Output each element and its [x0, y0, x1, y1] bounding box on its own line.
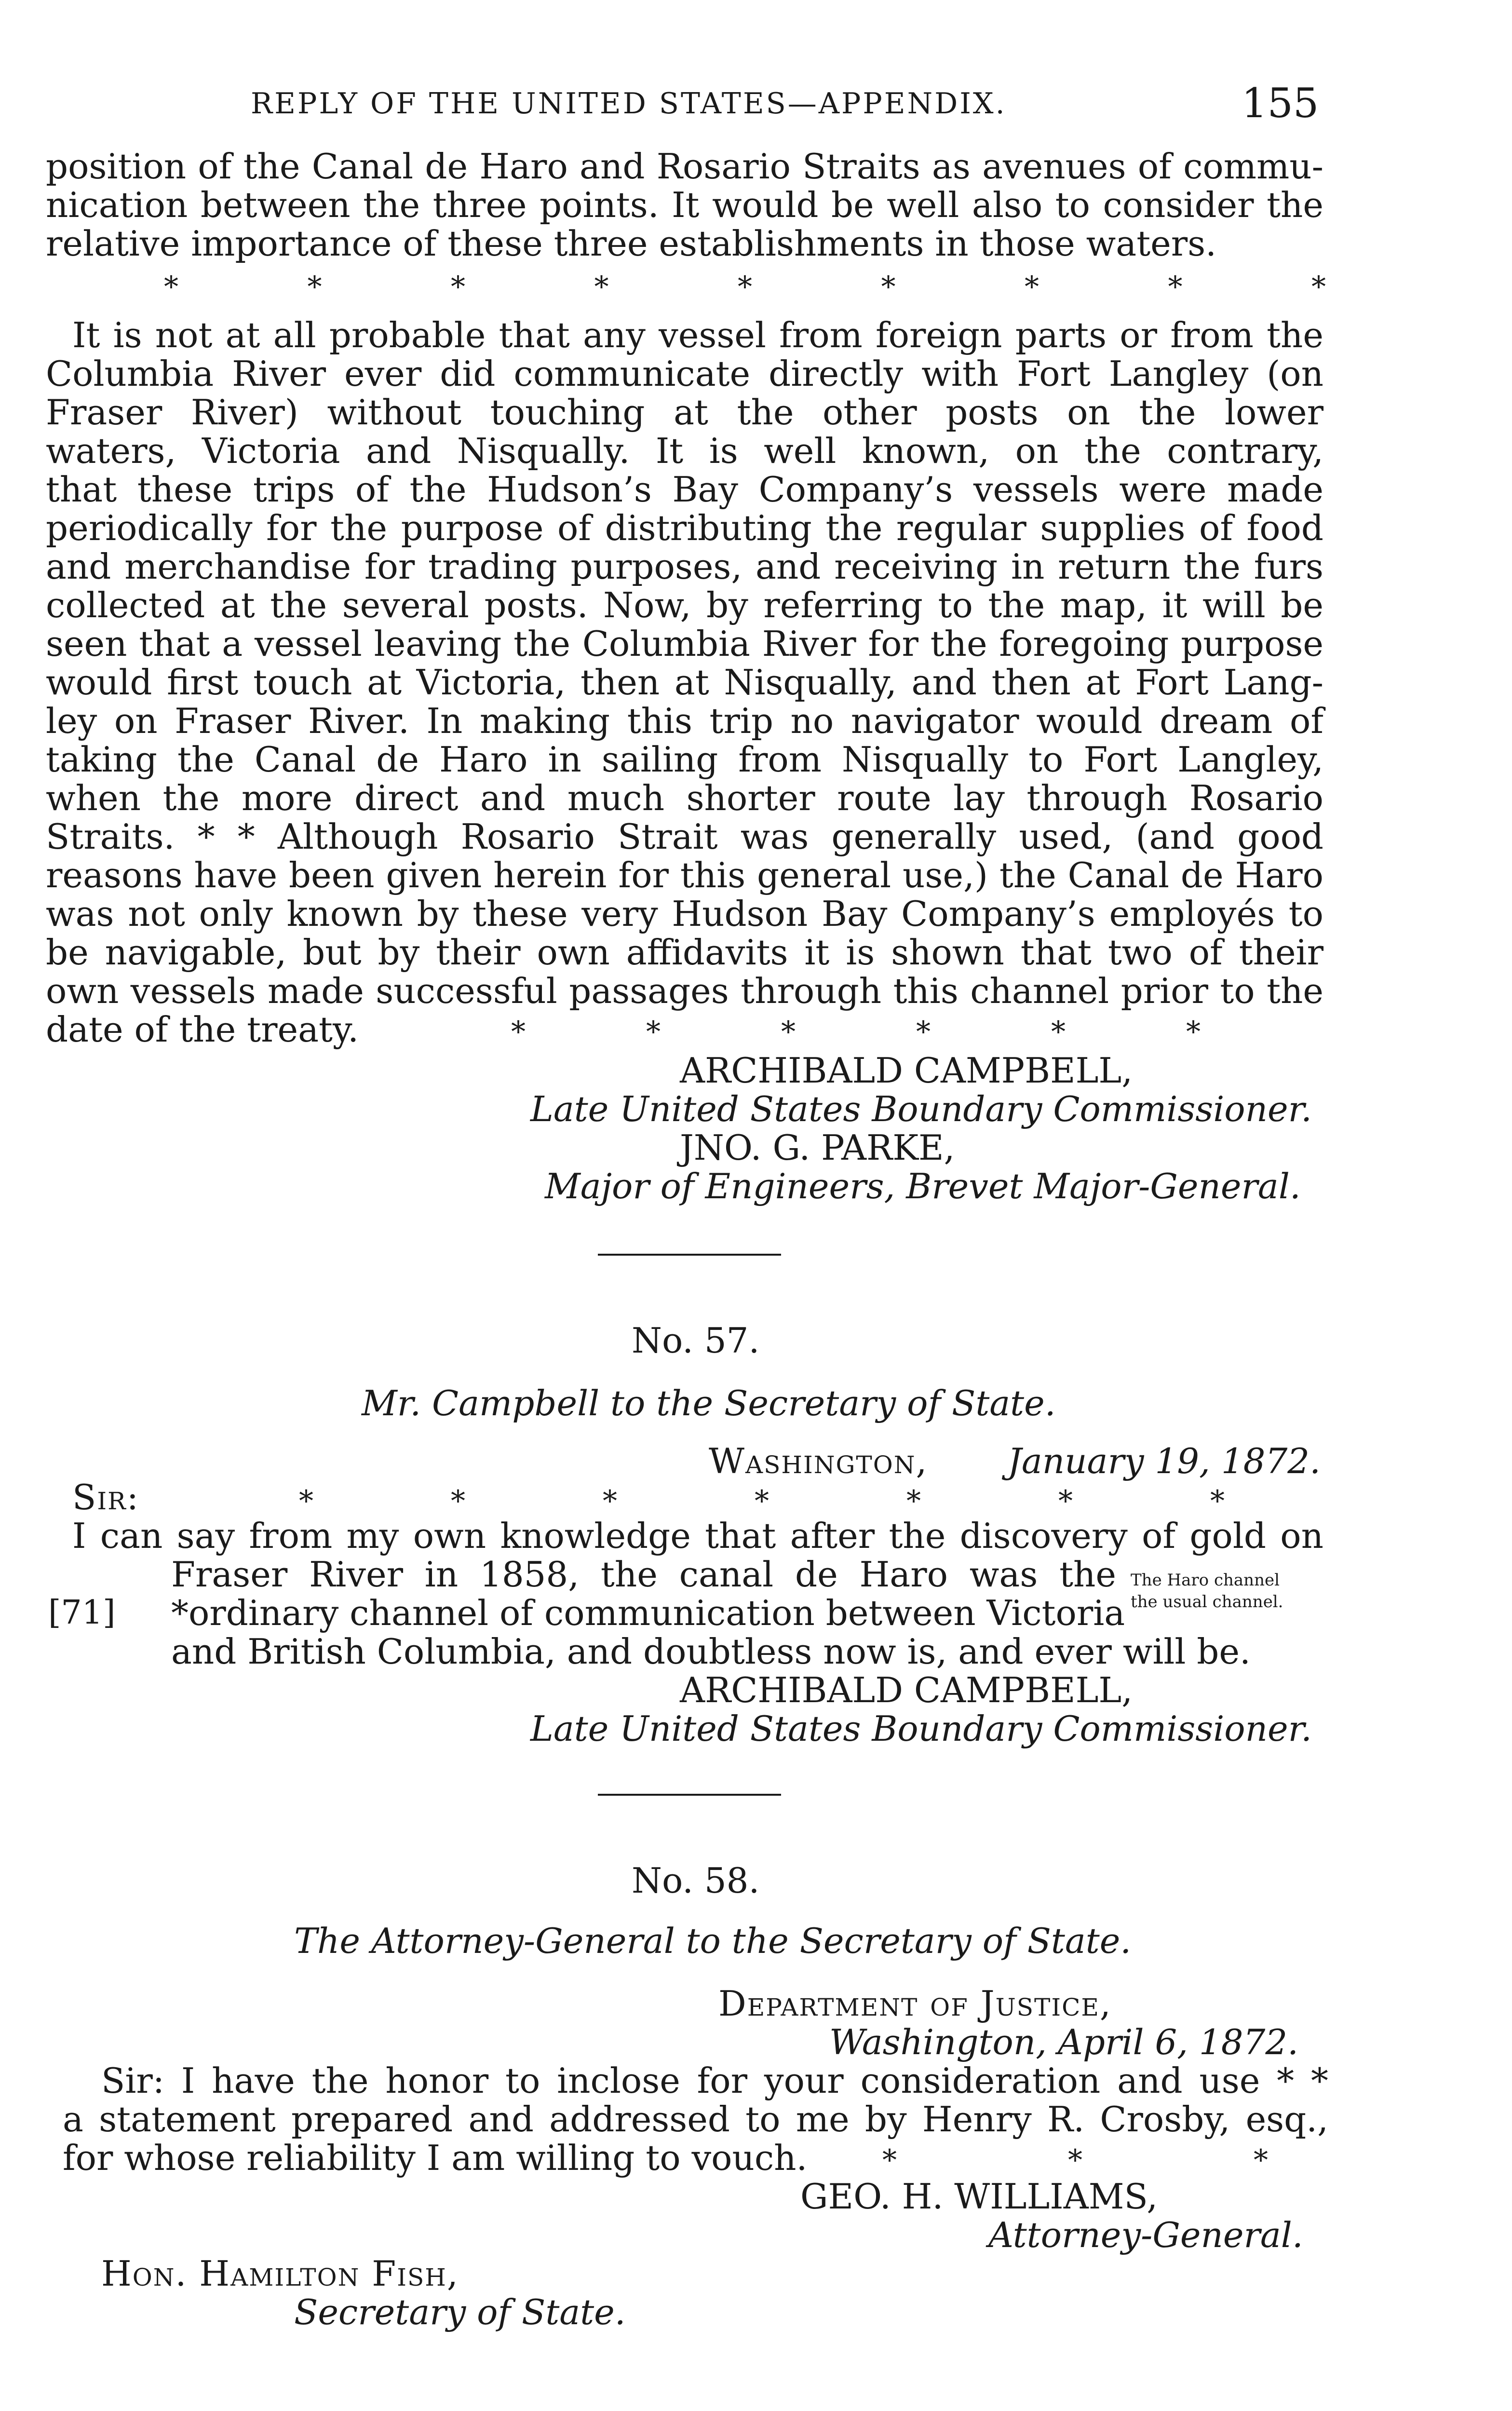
main-line-1: It is not at all probable that any vessel from foreign parts or from the — [72, 315, 1323, 355]
doc57-signer: ARCHIBALD CAMPBELL, — [680, 1670, 1133, 1710]
main-line-16: was not only known by these very Hudson Bay Company’s employés to — [46, 894, 1323, 934]
margin-note-usual-channel: the usual channel. — [1131, 1592, 1283, 1612]
doc57-signer-title: Late United States Boundary Commissioner. — [530, 1708, 1312, 1749]
section-divider-2 — [598, 1794, 781, 1796]
main-line-10: would first touch at Victoria, then at Nisqually, and then at Fort Lang- — [46, 662, 1323, 703]
main-line-14: Straits. * * Although Rosario Strait was generally used, (and good — [46, 816, 1323, 857]
doc58-line-3-stars: * * * — [882, 2143, 1268, 2177]
doc57-heading: Mr. Campbell to the Secretary of State. — [362, 1383, 1056, 1423]
signer-campbell-name: ARCHIBALD CAMPBELL, — [680, 1050, 1133, 1091]
intro-line-3: relative importance of these three establishments in those waters. — [46, 223, 1217, 264]
main-line-18: own vessels made successful passages through this channel prior to the — [46, 971, 1323, 1011]
main-line-17: be navigable, but by their own affidavits it is shown that two of their — [46, 932, 1323, 973]
doc58-place-date: Washington, April 6, 1872. — [829, 2022, 1299, 2062]
addressee-name: Hon. Hamilton Fish, — [101, 2253, 459, 2294]
intro-line-2: nication between the three points. It would be well also to consider the — [46, 185, 1323, 225]
main-line-5: that these trips of the Hudson’s Bay Company’s vessels were made — [46, 469, 1323, 510]
main-line-7: and merchandise for trading purposes, and receiving in return the furs — [46, 546, 1323, 587]
doc58-line-2: a statement prepared and addressed to me by Henry R. Crosby, esq., — [63, 2099, 1328, 2140]
doc57-number: No. 57. — [632, 1320, 760, 1361]
page-marker: [71] — [48, 1594, 116, 1632]
main-line-15: reasons have been given herein for this general use,) the Canal de Haro — [46, 855, 1323, 895]
main-line-6: periodically for the purpose of distributing the regular supplies of food — [46, 508, 1323, 548]
main-last-stars: * * * * * * — [511, 1015, 1201, 1049]
doc58-line-3: for whose reliability I am willing to vouch. — [63, 2138, 808, 2178]
main-line-12: taking the Canal de Haro in sailing from Nisqually to Fort Langley, — [46, 739, 1323, 780]
addressee-title: Secretary of State. — [294, 2292, 626, 2332]
signer-parke-name: JNO. G. PARKE, — [680, 1127, 955, 1168]
doc58-department: Department of Justice, — [718, 1983, 1112, 2024]
doc58-heading: The Attorney-General to the Secretary of State. — [294, 1921, 1132, 1961]
doc58-line-1: Sir: I have the honor to inclose for your consideration and use * * — [101, 2060, 1328, 2101]
doc58-signer-title: Attorney-General. — [988, 2215, 1303, 2255]
doc57-place: Washington, — [709, 1441, 928, 1481]
running-header: REPLY OF THE UNITED STATES—APPENDIX. — [251, 87, 1007, 121]
ellipsis-stars: * * * * * * * * * — [164, 270, 1326, 304]
signer-parke-title: Major of Engineers, Brevet Major-General. — [545, 1166, 1301, 1206]
doc57-date: January 19, 1872. — [1008, 1441, 1321, 1481]
doc58-signer: GEO. H. WILLIAMS, — [800, 2176, 1158, 2217]
main-line-11: ley on Fraser River. In making this trip no navigator would dream of — [46, 701, 1323, 741]
main-line-13: when the more direct and much shorter route lay through Rosario — [46, 778, 1323, 818]
doc57-salutation: Sir: — [72, 1477, 139, 1517]
doc57-line-2: Fraser River in 1858, the canal de Haro was the — [171, 1554, 1116, 1595]
main-line-3: Fraser River) without touching at the other posts on the lower — [46, 392, 1323, 433]
doc57-salutation-stars: * * * * * * * — [299, 1484, 1225, 1518]
main-line-9: seen that a vessel leaving the Columbia River for the foregoing purpose — [46, 623, 1323, 664]
page-number: 155 — [1242, 80, 1319, 127]
signer-campbell-title: Late United States Boundary Commissioner. — [530, 1089, 1312, 1129]
main-line-8: collected at the several posts. Now, by referring to the map, it will be — [46, 585, 1323, 625]
section-divider-1 — [598, 1254, 781, 1256]
doc57-line-4: and British Columbia, and doubtless now is, and ever will be. — [171, 1631, 1251, 1672]
doc57-line-3: *ordinary channel of communication between Victoria — [171, 1593, 1125, 1633]
margin-note-haro-channel: The Haro channel — [1131, 1571, 1280, 1590]
doc57-line-1: I can say from my own knowledge that after the discovery of gold on — [72, 1516, 1323, 1556]
intro-line-1: position of the Canal de Haro and Rosario Straits as avenues of commu- — [46, 146, 1323, 187]
main-line-2: Columbia River ever did communicate directly with Fort Langley (on — [46, 353, 1323, 394]
main-line-4: waters, Victoria and Nisqually. It is well known, on the contrary, — [46, 431, 1323, 471]
doc58-number: No. 58. — [632, 1860, 760, 1901]
main-last-line: date of the treaty. — [46, 1009, 359, 1050]
